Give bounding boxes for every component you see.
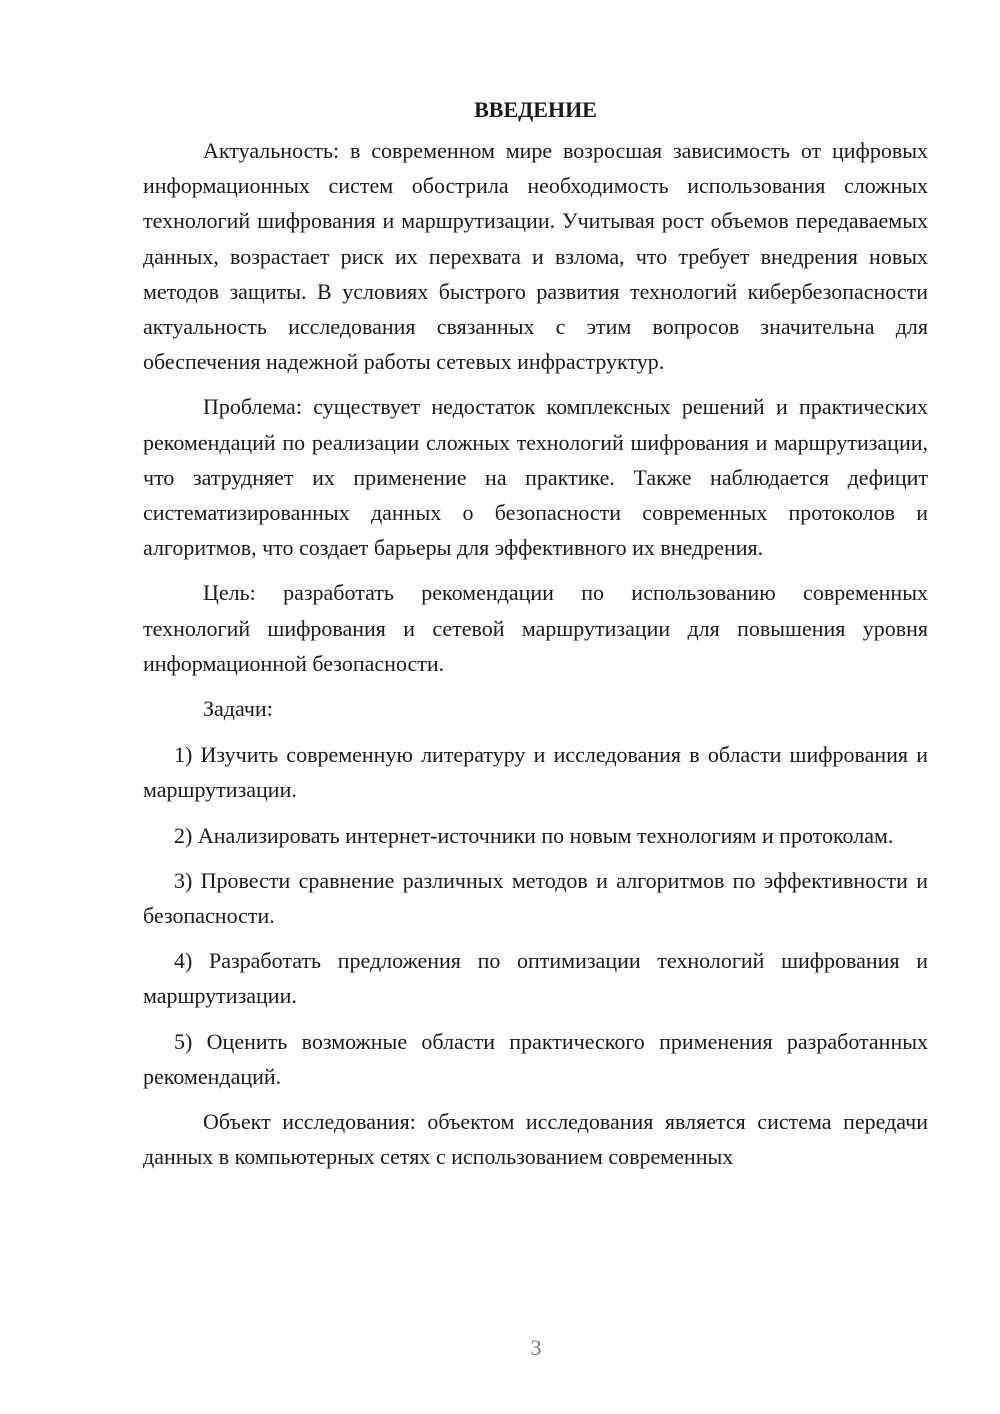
paragraph-relevance: Актуальность: в современном мире возросшая зависимость от цифровых информационных систем обострила необходимость использования сложных технологий шифрования и маршрутизации. Учитывая рост объемов передаваемых данных, возрастает риск их перехвата и взлома, что требует внедрения новых методов защиты. В условиях быстрого развития технологий кибербезопасности актуальность исследования связанных с этим вопросов значительна для обеспечения надежной работы сетевых инфраструктур. [143, 138, 928, 375]
task-item: 5) Оценить возможные области практического применения разработанных рекомендаций. [143, 1028, 928, 1089]
paragraph-problem: Проблема: существует недостаток комплексных решений и практических рекомендаций по реализации сложных технологий шифрования и маршрутизации, что затрудняет их применение на практике. Также наблюдается дефицит систематизированных данных о безопасности современных протоколов и алгоритмов, что создает барьеры для эффективного их внедрения. [143, 394, 928, 561]
tasks-label: Задачи: [203, 696, 273, 722]
document-page [143, 92, 928, 1184]
task-item: 4) Разработать предложения по оптимизации технологий шифрования и маршрутизации. [143, 948, 928, 1009]
task-item: 3) Провести сравнение различных методов и алгоритмов по эффективности и безопасности. [143, 867, 928, 929]
task-item: 1) Изучить современную литературу и исследования в области шифрования и маршрутизации. [143, 742, 928, 803]
section-heading: ВВЕДЕНИЕ [474, 97, 597, 122]
page-number: 3 [530, 1335, 542, 1360]
paragraph-object: Объект исследования: объектом исследования является система передачи данных в компьютерных сетях с использованием современных [143, 1109, 928, 1170]
task-item: 2) Анализировать интернет-источники по новым технологиям и протоколам. [174, 822, 894, 848]
paragraph-goal: Цель: разработать рекомендации по использованию современных технологий шифрования и сетевой маршрутизации для повышения уровня информационной безопасности. [143, 580, 928, 676]
tasks-list [143, 737, 928, 1094]
